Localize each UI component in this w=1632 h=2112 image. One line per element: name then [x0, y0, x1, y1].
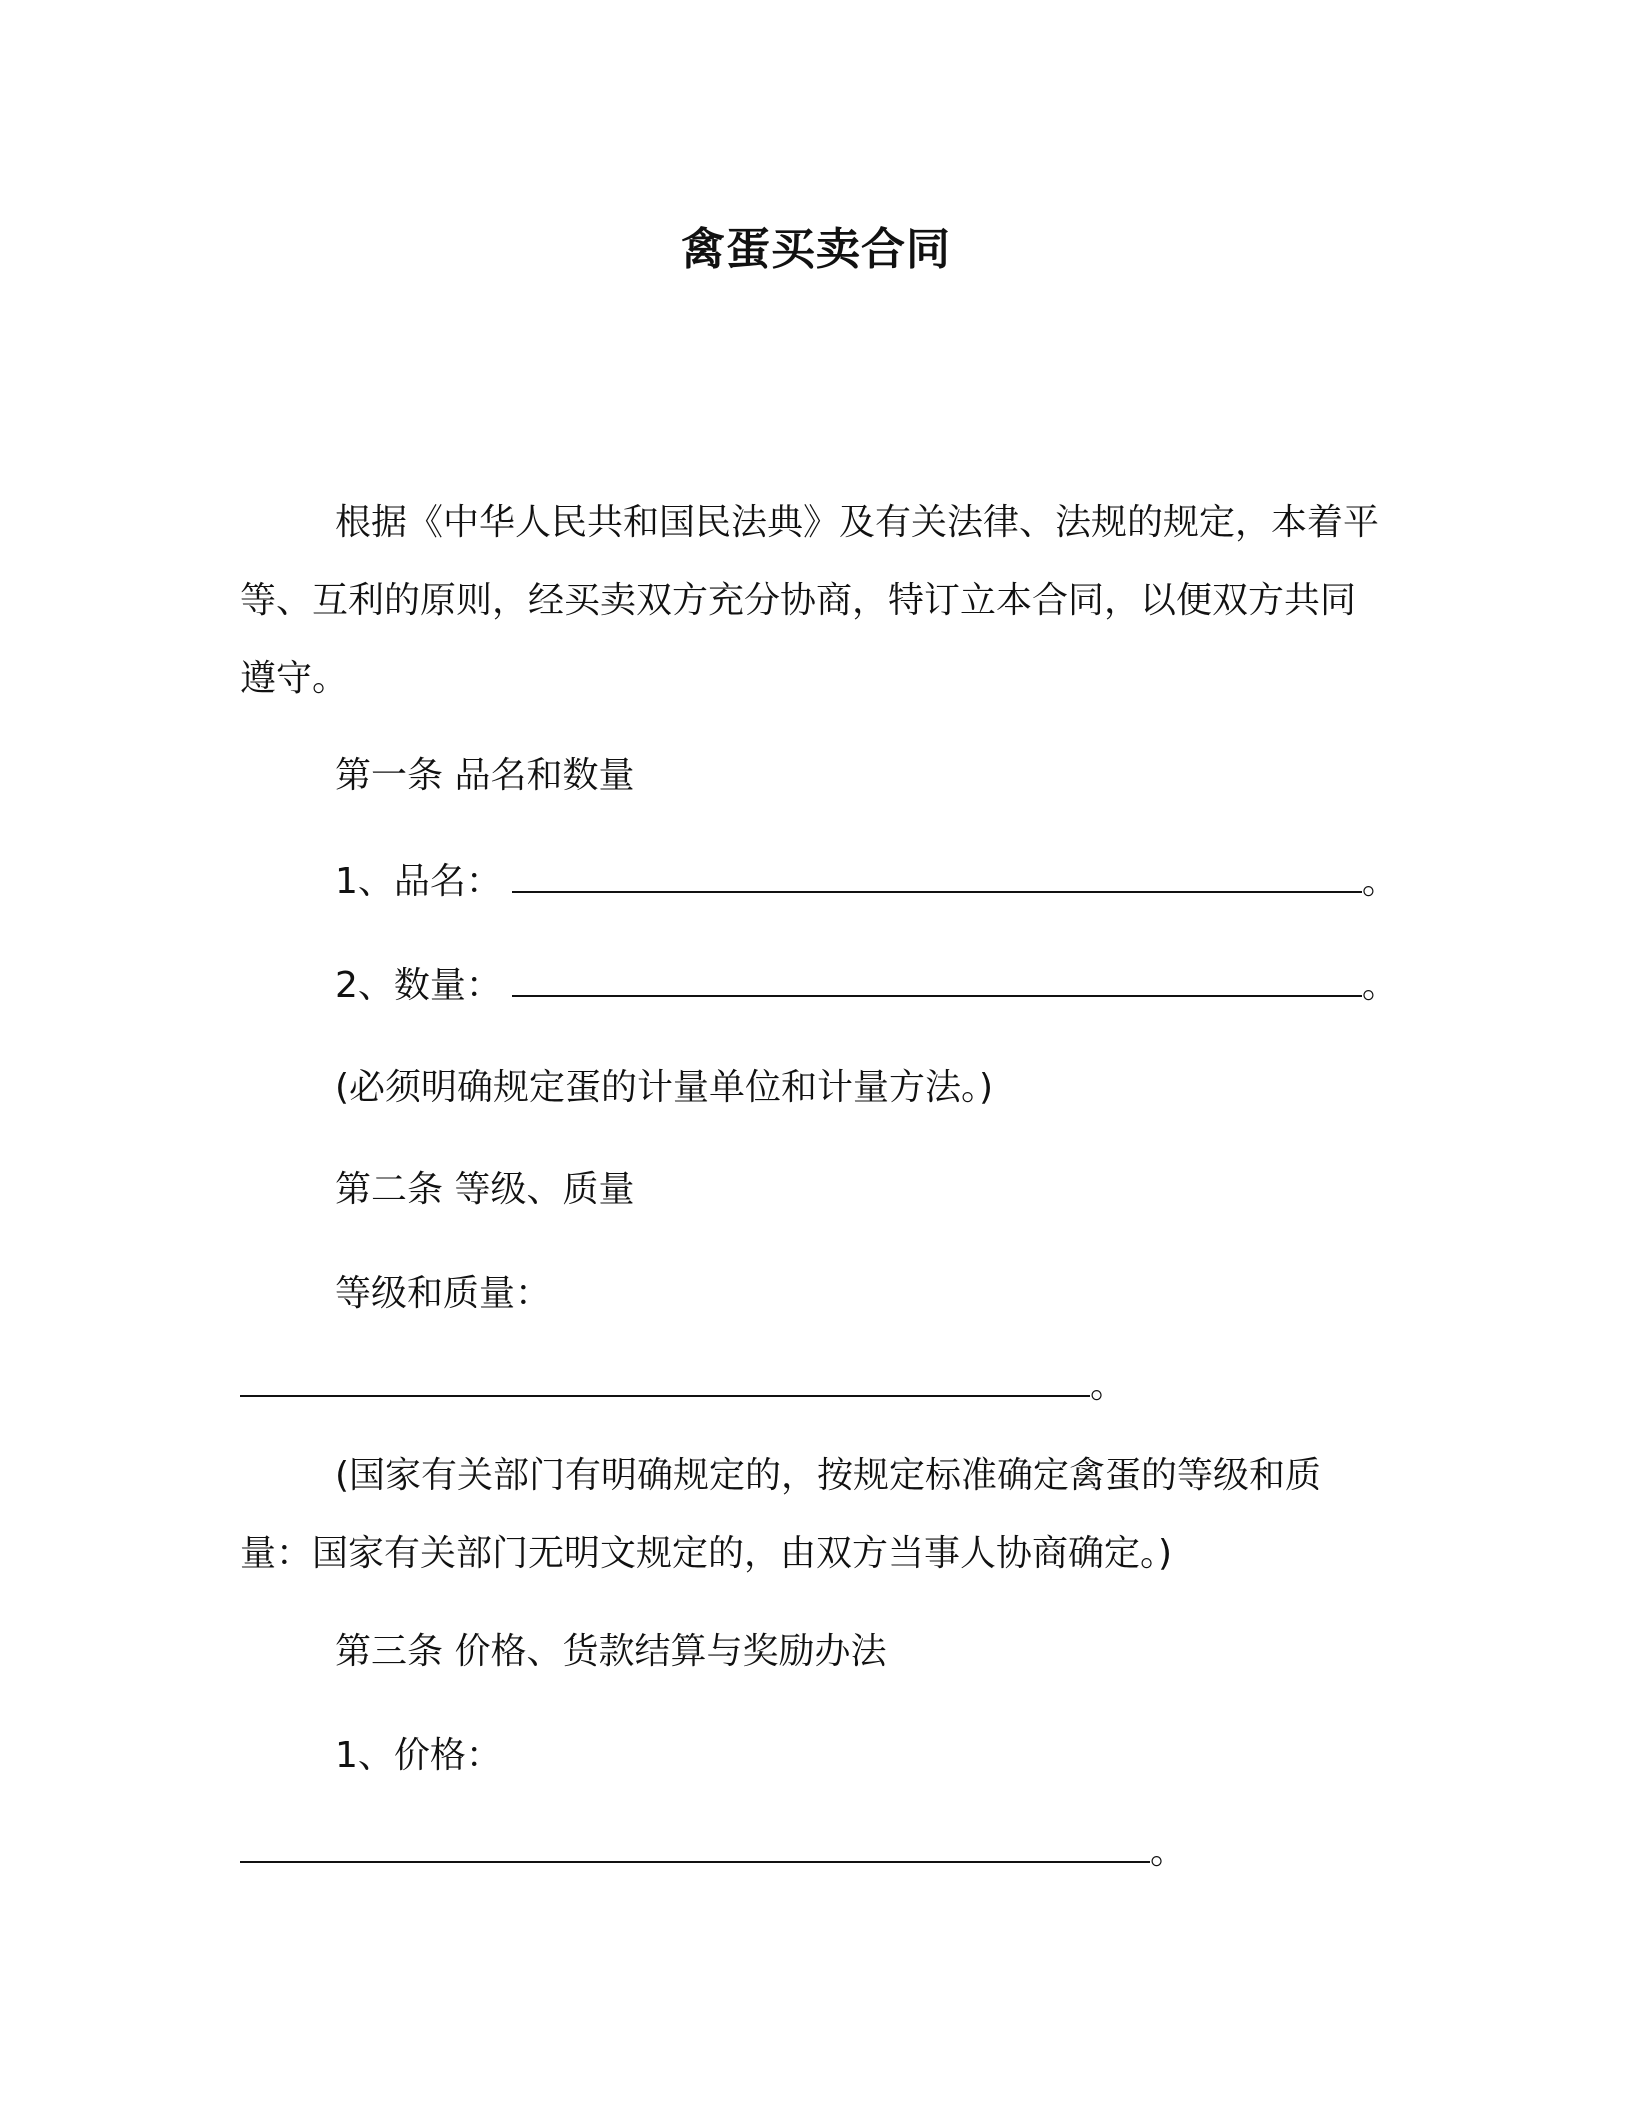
article3-heading: 第三条 价格、货款结算与奖励办法 — [335, 1631, 887, 1672]
period: 。 — [1090, 1365, 1127, 1406]
article3-item1: 1、价格： — [335, 1735, 502, 1776]
period: 。 — [1361, 965, 1398, 1006]
item2-label: 2、数量： — [335, 965, 502, 1006]
article1-heading: 第一条 品名和数量 — [335, 755, 635, 796]
price-blank[interactable] — [240, 1831, 1150, 1863]
period: 。 — [1361, 861, 1398, 902]
grade-quality-blank[interactable] — [240, 1365, 1090, 1397]
article2-label: 等级和质量： — [335, 1273, 552, 1314]
article1-note: (必须明确规定蛋的计量单位和计量方法。) — [335, 1067, 994, 1108]
article1-item2 — [335, 956, 1398, 1016]
article2-heading: 第二条 等级、质量 — [335, 1169, 635, 1210]
product-name-blank[interactable] — [512, 861, 1362, 893]
intro-paragraph: 根据《中华人民共和国民法典》及有关法律、法规的规定，本着平等、互利的原则，经买卖双方充分协商，特订立本合同，以便双方共同遵守。 — [240, 502, 1380, 699]
item1-label: 1、品名： — [335, 861, 502, 902]
article2-blank-line — [240, 1356, 1126, 1416]
quantity-blank[interactable] — [512, 965, 1362, 997]
article3-blank-line — [240, 1822, 1186, 1882]
article1-item1 — [335, 852, 1398, 912]
document-title: 禽蛋买卖合同 — [681, 224, 951, 275]
period: 。 — [1150, 1831, 1187, 1872]
article2-note: (国家有关部门有明确规定的，按规定标准确定禽蛋的等级和质量：国家有关部门无明文规定的，由双方当事人协商确定。) — [240, 1455, 1322, 1574]
